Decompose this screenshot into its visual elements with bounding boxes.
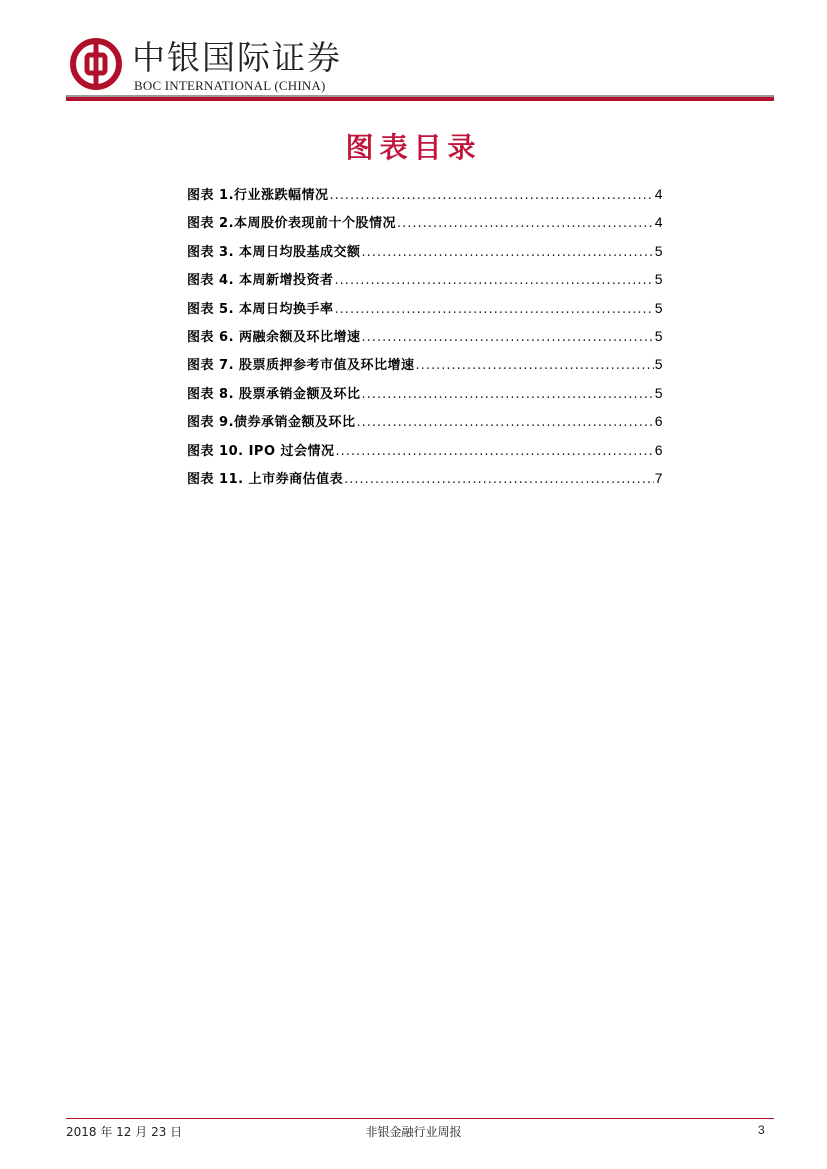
toc-entry-label: 图表 4. 本周新增投资者 xyxy=(187,273,334,289)
boc-logo-icon xyxy=(70,38,122,90)
toc-entry-page: 5 xyxy=(654,242,663,259)
brand-name-en: BOC INTERNATIONAL (CHINA) xyxy=(134,78,326,93)
toc-entry-page: 6 xyxy=(654,441,663,458)
toc-title: 图表目录 xyxy=(345,131,482,164)
toc-entry-page: 5 xyxy=(654,299,663,316)
toc-leader xyxy=(397,210,654,238)
table-of-figures xyxy=(187,180,663,492)
toc-entry-label: 图表 9.债券承销金额及环比 xyxy=(187,415,356,431)
brand-name-cn: 中银国际证券 xyxy=(132,38,342,77)
toc-leader xyxy=(362,324,654,352)
toc-entry-page: 4 xyxy=(654,214,663,231)
header-divider-red xyxy=(66,97,774,101)
toc-entry[interactable] xyxy=(187,407,663,435)
toc-leader xyxy=(362,381,654,409)
toc-entry-label: 图表 5. 本周日均换手率 xyxy=(187,301,334,317)
toc-leader xyxy=(335,267,654,295)
toc-entry[interactable] xyxy=(187,180,663,208)
toc-entry-page: 4 xyxy=(654,186,663,202)
toc-entry-label: 图表 11. 上市券商估值表 xyxy=(187,471,344,487)
toc-entry-label: 图表 1.行业涨跌幅情况 xyxy=(187,188,329,203)
toc-entry[interactable] xyxy=(187,237,663,265)
toc-entry[interactable] xyxy=(187,350,663,378)
toc-leader xyxy=(357,409,654,437)
toc-leader xyxy=(336,438,654,466)
toc-entry[interactable] xyxy=(187,322,663,350)
footer-divider xyxy=(66,1118,774,1119)
toc-leader xyxy=(344,466,654,494)
toc-entry-label: 图表 2.本周股价表现前十个股情况 xyxy=(187,216,397,232)
toc-entry-label: 图表 7. 股票质押参考市值及环比增速 xyxy=(187,358,415,374)
toc-entry[interactable] xyxy=(187,208,663,236)
toc-entry[interactable] xyxy=(187,379,663,407)
footer-date: 2018 年 12 月 23 日 xyxy=(66,1125,183,1139)
toc-leader xyxy=(416,352,654,380)
toc-entry-label: 图表 10. IPO 过会情况 xyxy=(187,443,335,459)
toc-entry[interactable] xyxy=(187,265,663,293)
toc-entry-label: 图表 6. 两融余额及环比增速 xyxy=(187,329,361,345)
toc-entry-label: 图表 8. 股票承销金额及环比 xyxy=(187,386,361,402)
toc-entry-page: 5 xyxy=(654,356,663,373)
toc-entry-page: 7 xyxy=(654,469,663,486)
toc-leader xyxy=(362,239,654,267)
toc-entry-page: 5 xyxy=(654,327,663,344)
toc-entry[interactable] xyxy=(187,464,663,492)
toc-entry-label: 图表 3. 本周日均股基成交额 xyxy=(187,244,361,260)
toc-entry-page: 5 xyxy=(654,271,663,288)
footer-report-title: 非银金融行业周报 xyxy=(365,1125,462,1139)
toc-leader xyxy=(330,182,654,210)
toc-entry-page: 5 xyxy=(654,384,663,401)
footer-page-number: 3 xyxy=(758,1123,765,1137)
toc-entry[interactable] xyxy=(187,436,663,464)
toc-leader xyxy=(335,296,654,324)
toc-entry-page: 6 xyxy=(654,413,663,430)
toc-entry[interactable] xyxy=(187,294,663,322)
